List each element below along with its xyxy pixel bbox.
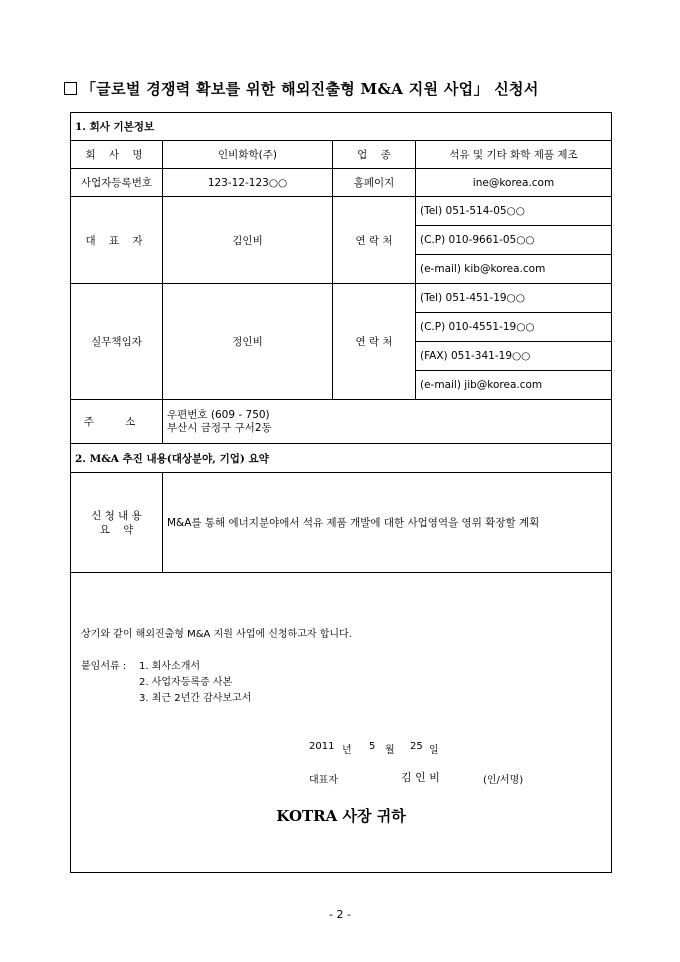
attachment-item: 2. 사업자등록증 사본: [139, 677, 233, 688]
manager-fax: (FAX) 051-341-19○○: [416, 342, 612, 371]
address-zip: 우편번호 (609 - 750): [167, 408, 270, 421]
ceo-name: 김인비: [163, 197, 333, 284]
summary-label-line1: 신 청 내 용: [91, 509, 142, 522]
company-name-value: 인비화학(주): [163, 141, 333, 169]
ceo-contact-label: 연 락 처: [333, 197, 416, 284]
manager-cell-phone: (C.P) 010-4551-19○○: [416, 313, 612, 342]
date-day-unit: 일: [429, 745, 439, 756]
page-title: [64, 78, 624, 99]
date-day: 25: [410, 741, 423, 752]
summary-label: [71, 473, 163, 573]
summary-value: M&A를 통해 에너지분야에서 석유 제품 개발에 대한 사업영역을 영위 확장할 계획: [163, 473, 612, 573]
manager-name: 정인비: [163, 284, 333, 400]
manager-email: (e-mail) jib@korea.com: [416, 371, 612, 400]
date-month: 5: [369, 741, 376, 752]
ceo-cell-phone: (C.P) 010-9661-05○○: [416, 226, 612, 255]
homepage-label: 홈페이지: [333, 169, 416, 197]
homepage-value: ine@korea.com: [416, 169, 612, 197]
application-statement: 상기와 같이 해외진출형 M&A 지원 사업에 신청하고자 합니다.: [81, 629, 352, 640]
section2-heading: 2. M&A 추진 내용(대상분야, 기업) 요약: [71, 444, 612, 473]
attachment-item: 3. 최근 2년간 감사보고서: [139, 693, 252, 704]
manager-contact-label: 연 락 처: [333, 284, 416, 400]
address-value: [163, 400, 612, 444]
ceo-label: 대 표 자: [71, 197, 163, 284]
page-number: - 2 -: [329, 908, 351, 921]
seal-placeholder: (인/서명): [483, 775, 524, 786]
attachments-label: 붙임서류 :: [81, 661, 127, 672]
title-text: 「글로벌 경쟁력 확보를 위한 해외진출형 M&A 지원 사업」 신청서: [81, 80, 539, 98]
representative-name: 김 인 비: [401, 771, 440, 784]
date-month-unit: 월: [385, 745, 395, 756]
industry-label: 업 종: [333, 141, 416, 169]
address-line: 부산시 금정구 구서2동: [167, 421, 272, 434]
industry-value: 석유 및 기타 화학 제품 제조: [416, 141, 612, 169]
date-year: 2011: [309, 741, 335, 752]
address-label: 주 소: [71, 400, 163, 444]
section1-heading: 1. 회사 기본정보: [71, 113, 612, 141]
representative-label: 대표자: [309, 775, 338, 786]
date-year-unit: 년: [342, 745, 352, 756]
business-number-value: 123-12-123○○: [163, 169, 333, 197]
business-number-label: 사업자등록번호: [71, 169, 163, 197]
ceo-tel: (Tel) 051-514-05○○: [416, 197, 612, 226]
checkbox-square-icon: [64, 82, 77, 95]
attachment-item: 1. 회사소개서: [139, 661, 201, 672]
application-form: [70, 112, 612, 873]
summary-label-line2: 요 약: [99, 523, 134, 536]
application-statement-block: [71, 573, 612, 873]
company-name-label: 회 사 명: [71, 141, 163, 169]
manager-label: 실무책임자: [71, 284, 163, 400]
ceo-email: (e-mail) kib@korea.com: [416, 255, 612, 284]
addressee: KOTRA 사장 귀하: [276, 807, 406, 825]
manager-tel: (Tel) 051-451-19○○: [416, 284, 612, 313]
